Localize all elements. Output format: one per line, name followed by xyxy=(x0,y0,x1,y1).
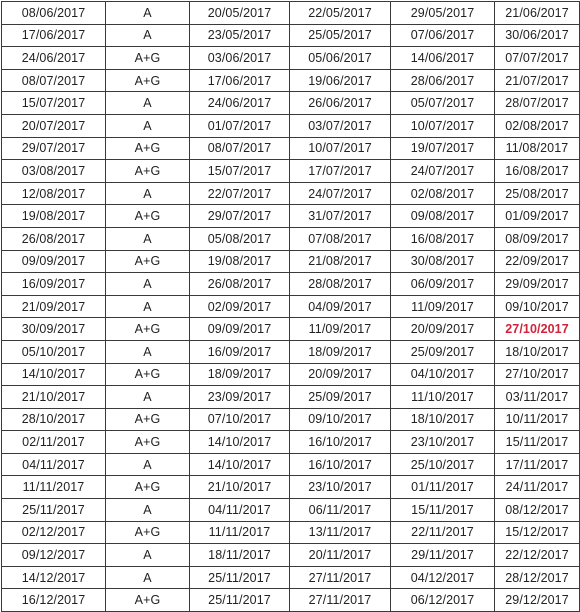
cell-type: A+G xyxy=(106,250,190,273)
cell-date: 21/10/2017 xyxy=(2,386,106,409)
table-row xyxy=(2,386,580,409)
cell-date-c: 11/09/2017 xyxy=(290,318,391,341)
cell-date: 11/11/2017 xyxy=(2,476,106,499)
cell-date-d: 09/08/2017 xyxy=(391,205,495,228)
cell-date: 08/07/2017 xyxy=(2,69,106,92)
cell-type: A+G xyxy=(106,47,190,70)
cell-date-c: 22/05/2017 xyxy=(290,2,391,25)
cell-date: 26/08/2017 xyxy=(2,227,106,250)
cell-date-b: 20/05/2017 xyxy=(190,2,290,25)
cell-date-e: 15/12/2017 xyxy=(495,521,580,544)
cell-date-d: 10/07/2017 xyxy=(391,114,495,137)
cell-date-e: 08/09/2017 xyxy=(495,227,580,250)
cell-date-b: 19/08/2017 xyxy=(190,250,290,273)
cell-date: 21/09/2017 xyxy=(2,295,106,318)
cell-date-d: 15/11/2017 xyxy=(391,499,495,522)
cell-date-b: 14/10/2017 xyxy=(190,431,290,454)
cell-date-e: 11/08/2017 xyxy=(495,137,580,160)
cell-date-e: 10/11/2017 xyxy=(495,408,580,431)
cell-date-b: 08/07/2017 xyxy=(190,137,290,160)
cell-date-c: 16/10/2017 xyxy=(290,453,391,476)
table-row xyxy=(2,431,580,454)
cell-date-c: 10/07/2017 xyxy=(290,137,391,160)
cell-date-e: 07/07/2017 xyxy=(495,47,580,70)
cell-date-d: 02/08/2017 xyxy=(391,182,495,205)
cell-date-c: 18/09/2017 xyxy=(290,340,391,363)
table-body xyxy=(2,2,580,612)
cell-type: A+G xyxy=(106,589,190,612)
cell-date-b: 21/10/2017 xyxy=(190,476,290,499)
table-row xyxy=(2,24,580,47)
cell-date-c: 19/06/2017 xyxy=(290,69,391,92)
cell-date: 08/06/2017 xyxy=(2,2,106,25)
cell-date-e: 29/12/2017 xyxy=(495,589,580,612)
cell-type: A+G xyxy=(106,521,190,544)
table-row xyxy=(2,295,580,318)
cell-date-d: 11/10/2017 xyxy=(391,386,495,409)
cell-date-e: 29/09/2017 xyxy=(495,273,580,296)
table-row xyxy=(2,227,580,250)
cell-type: A+G xyxy=(106,363,190,386)
cell-date: 14/10/2017 xyxy=(2,363,106,386)
cell-type: A xyxy=(106,453,190,476)
date-schedule-table xyxy=(1,1,580,612)
table-row xyxy=(2,318,580,341)
cell-date-b: 17/06/2017 xyxy=(190,69,290,92)
cell-date-c: 23/10/2017 xyxy=(290,476,391,499)
cell-date-d: 25/09/2017 xyxy=(391,340,495,363)
cell-date-e: 22/09/2017 xyxy=(495,250,580,273)
cell-date-c: 28/08/2017 xyxy=(290,273,391,296)
cell-type: A+G xyxy=(106,69,190,92)
cell-date-c: 20/09/2017 xyxy=(290,363,391,386)
cell-date-e: 24/11/2017 xyxy=(495,476,580,499)
cell-date-c: 05/06/2017 xyxy=(290,47,391,70)
cell-date-b: 29/07/2017 xyxy=(190,205,290,228)
cell-date: 09/12/2017 xyxy=(2,544,106,567)
table-row xyxy=(2,363,580,386)
cell-date-d: 25/10/2017 xyxy=(391,453,495,476)
cell-date-b: 26/08/2017 xyxy=(190,273,290,296)
cell-date-e: 27/10/2017 xyxy=(495,363,580,386)
cell-type: A+G xyxy=(106,318,190,341)
cell-type: A xyxy=(106,114,190,137)
cell-date-d: 24/07/2017 xyxy=(391,160,495,183)
cell-date-e: 28/07/2017 xyxy=(495,92,580,115)
cell-type: A xyxy=(106,273,190,296)
table-row xyxy=(2,114,580,137)
cell-date-d: 14/06/2017 xyxy=(391,47,495,70)
cell-date-b: 01/07/2017 xyxy=(190,114,290,137)
table-row xyxy=(2,544,580,567)
cell-date-c: 04/09/2017 xyxy=(290,295,391,318)
cell-type: A xyxy=(106,24,190,47)
cell-date: 12/08/2017 xyxy=(2,182,106,205)
cell-date-c: 25/09/2017 xyxy=(290,386,391,409)
cell-date: 30/09/2017 xyxy=(2,318,106,341)
cell-date-c: 27/11/2017 xyxy=(290,589,391,612)
cell-type: A+G xyxy=(106,137,190,160)
cell-date-b: 04/11/2017 xyxy=(190,499,290,522)
cell-type: A xyxy=(106,340,190,363)
cell-date-e: 18/10/2017 xyxy=(495,340,580,363)
cell-date-b: 18/11/2017 xyxy=(190,544,290,567)
cell-date-d: 06/12/2017 xyxy=(391,589,495,612)
cell-type: A xyxy=(106,295,190,318)
cell-date-e: 01/09/2017 xyxy=(495,205,580,228)
cell-date: 19/08/2017 xyxy=(2,205,106,228)
cell-date-b: 11/11/2017 xyxy=(190,521,290,544)
table-row xyxy=(2,69,580,92)
cell-date-b: 18/09/2017 xyxy=(190,363,290,386)
cell-type: A+G xyxy=(106,408,190,431)
cell-date-d: 29/11/2017 xyxy=(391,544,495,567)
table-row xyxy=(2,340,580,363)
cell-date: 16/09/2017 xyxy=(2,273,106,296)
cell-type: A+G xyxy=(106,205,190,228)
cell-date-c: 20/11/2017 xyxy=(290,544,391,567)
cell-date-c: 17/07/2017 xyxy=(290,160,391,183)
cell-date-d: 20/09/2017 xyxy=(391,318,495,341)
cell-type: A+G xyxy=(106,431,190,454)
cell-date-d: 04/10/2017 xyxy=(391,363,495,386)
cell-date: 16/12/2017 xyxy=(2,589,106,612)
cell-date-d: 04/12/2017 xyxy=(391,566,495,589)
cell-date: 14/12/2017 xyxy=(2,566,106,589)
cell-date-d: 05/07/2017 xyxy=(391,92,495,115)
cell-date-c: 27/11/2017 xyxy=(290,566,391,589)
cell-date-c: 21/08/2017 xyxy=(290,250,391,273)
cell-date-d: 01/11/2017 xyxy=(391,476,495,499)
cell-highlighted-date: 27/10/2017 xyxy=(495,318,580,341)
cell-date-d: 28/06/2017 xyxy=(391,69,495,92)
table-row xyxy=(2,499,580,522)
table-row xyxy=(2,160,580,183)
cell-date-e: 28/12/2017 xyxy=(495,566,580,589)
cell-date-c: 26/06/2017 xyxy=(290,92,391,115)
cell-type: A xyxy=(106,499,190,522)
cell-date-d: 07/06/2017 xyxy=(391,24,495,47)
cell-date-d: 30/08/2017 xyxy=(391,250,495,273)
cell-date: 04/11/2017 xyxy=(2,453,106,476)
table-row xyxy=(2,137,580,160)
cell-date-b: 15/07/2017 xyxy=(190,160,290,183)
table-row xyxy=(2,453,580,476)
cell-date-d: 19/07/2017 xyxy=(391,137,495,160)
cell-date: 24/06/2017 xyxy=(2,47,106,70)
table-row xyxy=(2,521,580,544)
cell-date-e: 08/12/2017 xyxy=(495,499,580,522)
cell-date: 28/10/2017 xyxy=(2,408,106,431)
cell-date-b: 22/07/2017 xyxy=(190,182,290,205)
cell-date-b: 24/06/2017 xyxy=(190,92,290,115)
cell-date-c: 03/07/2017 xyxy=(290,114,391,137)
cell-date-e: 22/12/2017 xyxy=(495,544,580,567)
cell-date-d: 22/11/2017 xyxy=(391,521,495,544)
cell-date-d: 16/08/2017 xyxy=(391,227,495,250)
cell-date: 25/11/2017 xyxy=(2,499,106,522)
cell-date-e: 21/06/2017 xyxy=(495,2,580,25)
table-row xyxy=(2,92,580,115)
cell-date: 20/07/2017 xyxy=(2,114,106,137)
cell-type: A xyxy=(106,386,190,409)
cell-date-e: 17/11/2017 xyxy=(495,453,580,476)
cell-date: 29/07/2017 xyxy=(2,137,106,160)
cell-date-c: 16/10/2017 xyxy=(290,431,391,454)
cell-date-b: 05/08/2017 xyxy=(190,227,290,250)
cell-type: A+G xyxy=(106,476,190,499)
cell-date-b: 23/05/2017 xyxy=(190,24,290,47)
cell-date-b: 16/09/2017 xyxy=(190,340,290,363)
cell-date-b: 03/06/2017 xyxy=(190,47,290,70)
table-row xyxy=(2,47,580,70)
cell-date-b: 14/10/2017 xyxy=(190,453,290,476)
cell-date: 02/12/2017 xyxy=(2,521,106,544)
cell-type: A xyxy=(106,544,190,567)
table-row xyxy=(2,589,580,612)
cell-date-e: 03/11/2017 xyxy=(495,386,580,409)
cell-date-e: 25/08/2017 xyxy=(495,182,580,205)
cell-date-c: 31/07/2017 xyxy=(290,205,391,228)
cell-date-b: 25/11/2017 xyxy=(190,589,290,612)
cell-date-d: 29/05/2017 xyxy=(391,2,495,25)
cell-date-c: 06/11/2017 xyxy=(290,499,391,522)
table-row xyxy=(2,250,580,273)
cell-date-b: 09/09/2017 xyxy=(190,318,290,341)
cell-date: 17/06/2017 xyxy=(2,24,106,47)
cell-date-c: 13/11/2017 xyxy=(290,521,391,544)
table-row xyxy=(2,566,580,589)
cell-type: A xyxy=(106,566,190,589)
cell-date-e: 21/07/2017 xyxy=(495,69,580,92)
cell-date-d: 18/10/2017 xyxy=(391,408,495,431)
cell-date-b: 25/11/2017 xyxy=(190,566,290,589)
cell-date-c: 07/08/2017 xyxy=(290,227,391,250)
cell-date-b: 23/09/2017 xyxy=(190,386,290,409)
cell-type: A+G xyxy=(106,160,190,183)
cell-date-e: 15/11/2017 xyxy=(495,431,580,454)
cell-date-e: 09/10/2017 xyxy=(495,295,580,318)
cell-date-b: 07/10/2017 xyxy=(190,408,290,431)
table-row xyxy=(2,273,580,296)
cell-date-c: 09/10/2017 xyxy=(290,408,391,431)
table-row xyxy=(2,2,580,25)
cell-date: 03/08/2017 xyxy=(2,160,106,183)
cell-date-d: 23/10/2017 xyxy=(391,431,495,454)
cell-date-e: 30/06/2017 xyxy=(495,24,580,47)
cell-date: 05/10/2017 xyxy=(2,340,106,363)
table-row xyxy=(2,408,580,431)
cell-date: 02/11/2017 xyxy=(2,431,106,454)
cell-type: A xyxy=(106,182,190,205)
cell-date-e: 16/08/2017 xyxy=(495,160,580,183)
table-row xyxy=(2,205,580,228)
cell-date-e: 02/08/2017 xyxy=(495,114,580,137)
cell-date-c: 25/05/2017 xyxy=(290,24,391,47)
cell-date-b: 02/09/2017 xyxy=(190,295,290,318)
cell-date: 09/09/2017 xyxy=(2,250,106,273)
cell-type: A xyxy=(106,227,190,250)
table-row xyxy=(2,476,580,499)
table-row xyxy=(2,182,580,205)
cell-date-d: 06/09/2017 xyxy=(391,273,495,296)
cell-date-d: 11/09/2017 xyxy=(391,295,495,318)
cell-date: 15/07/2017 xyxy=(2,92,106,115)
cell-date-c: 24/07/2017 xyxy=(290,182,391,205)
cell-type: A xyxy=(106,92,190,115)
cell-type: A xyxy=(106,2,190,25)
